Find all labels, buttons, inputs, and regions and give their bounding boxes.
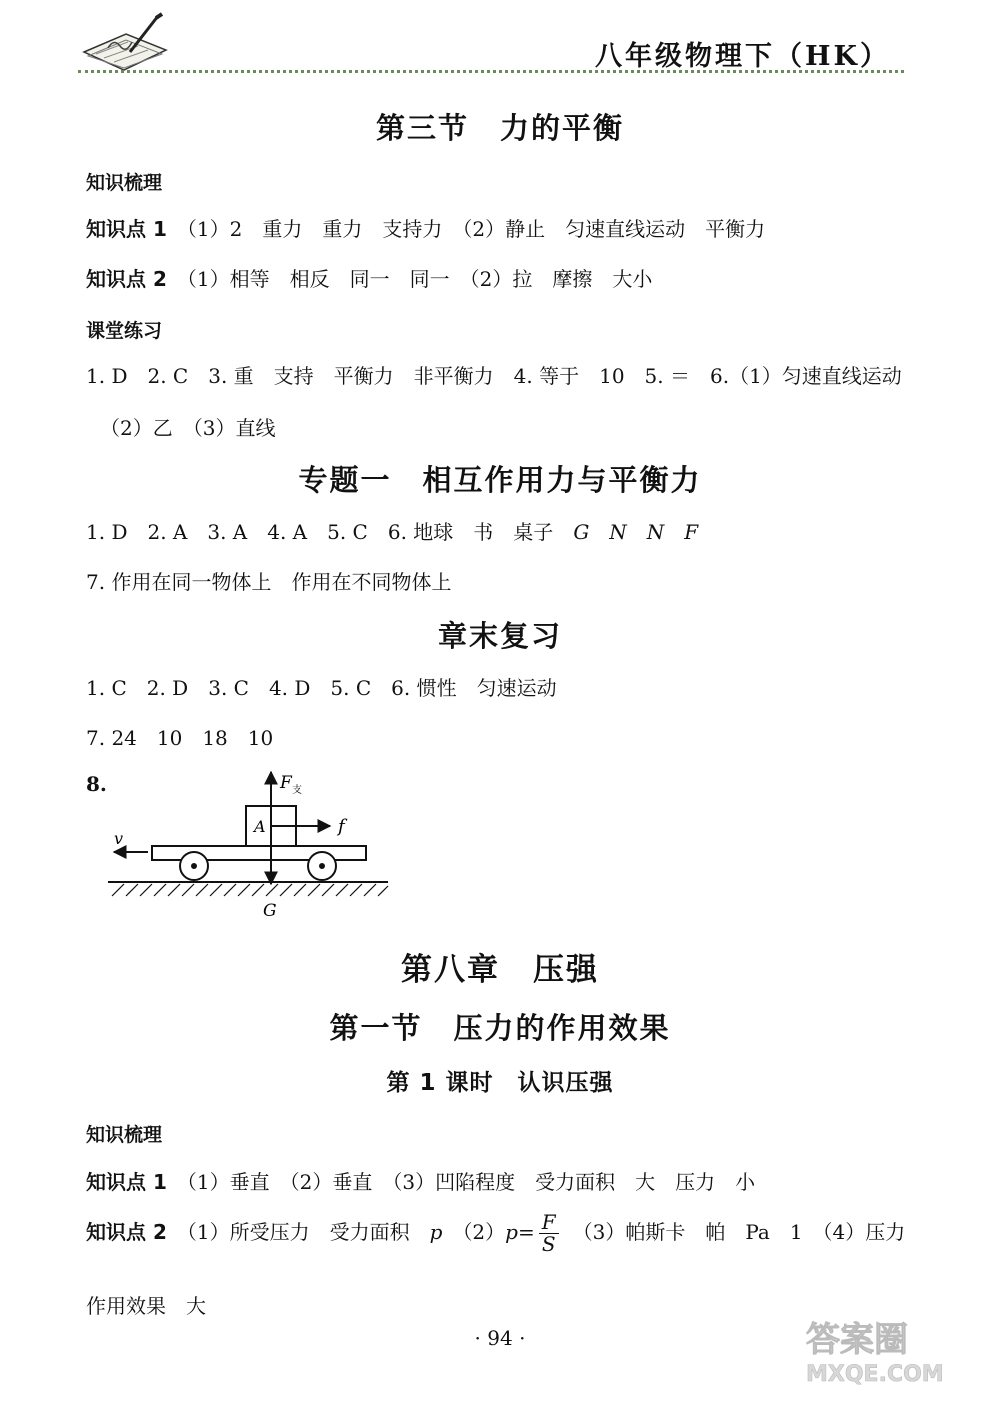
chapter-section-title: 第一节 压力的作用效果 bbox=[329, 1011, 671, 1045]
knowledge-point-2 bbox=[86, 263, 652, 292]
site-watermark bbox=[796, 1309, 986, 1389]
topic-answers-line-1 bbox=[86, 516, 698, 545]
ch8-knowledge-point-1 bbox=[86, 1166, 755, 1195]
label-velocity: v bbox=[114, 829, 124, 848]
lesson-title: 第 1 课时 认识压强 bbox=[386, 1070, 614, 1096]
book-title: 八年级物理下（HK） bbox=[595, 41, 890, 72]
topic-answers-line-2: 7. 作用在同一物体上 作用在不同物体上 bbox=[86, 570, 452, 594]
page-number: · 94 · bbox=[474, 1326, 526, 1350]
fraction-denominator: S bbox=[541, 1232, 556, 1256]
kp-text: （1）所受压力 受力面积 bbox=[186, 1220, 410, 1244]
practice-answers-line-2: （2）乙 （3）直线 bbox=[100, 416, 276, 440]
force-variables: G N N F bbox=[573, 520, 699, 544]
classroom-practice-heading: 课堂练习 bbox=[86, 320, 163, 342]
knowledge-point-1 bbox=[86, 213, 765, 242]
label-gravity: G bbox=[263, 901, 277, 921]
formula-lhs: p= bbox=[505, 1220, 535, 1244]
ch8-knowledge-point-2-cont: 作用效果 大 bbox=[86, 1294, 206, 1318]
kp-label: 知识点 2 bbox=[86, 1220, 167, 1244]
chapter-review-title: 章末复习 bbox=[437, 619, 562, 653]
svg-text:答案圈: 答案圈 bbox=[806, 1320, 908, 1360]
review-answers-line-2: 7. 24 10 18 10 bbox=[86, 726, 274, 750]
ch8-knowledge-point-2 bbox=[86, 1212, 905, 1255]
chapter-title: 第八章 压强 bbox=[401, 952, 599, 988]
question-8-label: 8. bbox=[86, 772, 107, 796]
force-diagram bbox=[100, 766, 400, 926]
label-support-subscript: 支 bbox=[292, 785, 302, 796]
svg-text:MXQE.COM: MXQE.COM bbox=[806, 1362, 944, 1387]
pressure-symbol: p bbox=[429, 1220, 443, 1244]
pencil-notebook-icon bbox=[78, 12, 170, 76]
knowledge-review-heading: 知识梳理 bbox=[86, 172, 163, 194]
header-divider bbox=[78, 70, 904, 73]
topic-title: 专题一 相互作用力与平衡力 bbox=[298, 463, 702, 497]
kp-label: 知识点 1 bbox=[86, 217, 167, 241]
label-support-force: F bbox=[280, 773, 292, 793]
fraction-numerator: F bbox=[539, 1212, 559, 1234]
knowledge-review-heading-2: 知识梳理 bbox=[86, 1124, 163, 1146]
kp-text: （1）相等 相反 同一 同一 （2）拉 摩擦 大小 bbox=[186, 267, 653, 291]
practice-answers-line-1: 1. D 2. C 3. 重 支持 平衡力 非平衡力 4. 等于 10 5. ＝ 6.（1）匀速直线运动 bbox=[86, 364, 902, 388]
kp-text: （3）帕斯卡 帕 Pa 1 （4）压力 bbox=[582, 1220, 906, 1244]
topic-answers-text: 1. D 2. A 3. A 4. A 5. C 6. 地球 书 桌子 bbox=[86, 520, 554, 544]
pressure-formula-fraction bbox=[539, 1212, 559, 1255]
review-answers-line-1: 1. C 2. D 3. C 4. D 5. C 6. 惯性 匀速运动 bbox=[86, 676, 557, 700]
kp-label: 知识点 2 bbox=[86, 267, 167, 291]
kp-text: （2） bbox=[462, 1220, 506, 1244]
kp-text: （1）2 重力 重力 支持力 （2）静止 匀速直线运动 平衡力 bbox=[186, 217, 766, 241]
kp-text: （1）垂直 （2）垂直 （3）凹陷程度 受力面积 大 压力 小 bbox=[186, 1170, 756, 1194]
kp-label: 知识点 1 bbox=[86, 1170, 167, 1194]
label-block: A bbox=[254, 817, 266, 836]
ground-hatching bbox=[112, 884, 388, 896]
section-title: 第三节 力的平衡 bbox=[375, 111, 624, 145]
label-friction: f bbox=[338, 816, 345, 837]
